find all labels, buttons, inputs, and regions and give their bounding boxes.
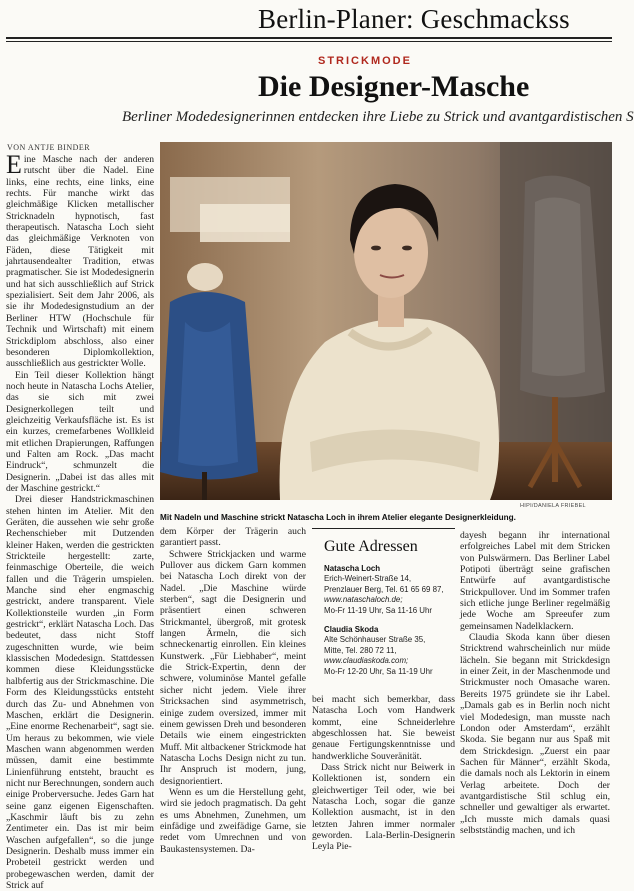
section-title: Berlin-Planer: Geschmackss [258,4,570,34]
paragraph: Eine Masche nach der anderen rutscht über die Nadel. Eine links, eine rechts, eine links, eine rechts. Für manche wirkt das gleichmäßige Klicken metallischer Stricknadeln hypnotisch, fast therapeutisch. Natascha Loch sieht das gleichmäßige Verknoten von Fäden, diese Tätigkeit mit jahrtausendealter Tradition, etwas pragmatischer. Sie ist Modedesignerin und hat sich ausschließlich auf Strick spezialisiert. Seit dem Jahr 2006, als sie ihr Modedesignstudium an der Berliner HTW (Hochschule für Technik und Wirtschaft) mit einem Strickdiplom abschloss, also einer besonderen Diplomkollektion, ausschließlich aus gestrickter Wolle. [6,150,154,370]
article-photo [160,142,612,500]
paragraph: bei macht sich bemerkbar, dass Natascha Loch vom Handwerk kommt, eine Schneiderlehre abgeschlossen hat. Sie beweist genaue Fertigungskenntnisse und handwerkliche Souveränität. [312,694,455,762]
paragraph: Drei dieser Handstrickmaschinen stehen hinten im Atelier. Mit den Geräten, die aussehen wie sehr große Rechenschieber mit Dutzenden kleiner Haken, werden die gestrickten Strickteile hergestellt: zarte, feinmaschige Oberteile, die weich fallen und die Trägerin umspielen. Manche sind eher engmaschig gestrickt, andere transparent. Viele Kollektionsteile wurden „in Form gestrickt“, erklärt Natascha Loch. Das bedeutet, dass nicht Stoff zugeschnitten wurde, wie beim klassischen Modedesign. Stattdessen kommen diese Kleidungsstücke halbfertig aus der Strickmaschine. Die Form des Kleidungsstücks entsteht durch das Zu- und Abnehmen von Maschen, erklärt die Designerin. „Eine enorme Rechenarbeit“, sagt sie. Um heraus zu bekommen, wie viele Maschen wann abgenommen werden müssen, damit eine bestimmte Linienführung entsteht, braucht es nicht nur Berechnungen, sondern auch einige Proberversuche. Jedes Garn hat seine ganz eigenen Eigenschaften. „Kaschmir läuft bis zu zehn Zentimeter ein. Das ist mir beim Waschen aufgefallen“, so die junge Designerin. Deshalb muss immer ein Probeteil gestrickt werden und probegewaschen werden, damit der Strick auf [6,494,154,891]
byline: VON ANTJE BINDER [7,143,91,152]
paragraph: Dass Strick nicht nur Beiwerk in Kollektionen ist, sondern ein gleichwertiger Teil oder, wie bei Natascha Loch, sogar die ganze Kollektion ausmacht, ist in den letzten Jahren immer normaler geworden. Lala-Berlin-Designerin Leyla Pie- [312,762,455,853]
paragraph: Schwere Strickjacken und warme Pullover aus dickem Garn kommen bei Natascha Loch direkt von der Nadel. „Die Maschine würde sterben“, sagt die Designerin und präsentiert einen schweren Strickmantel, übergroß, mit grotesk langen Ärmeln, die sich schneckenartig einrollen. Ein kleines Kunstwerk. „Für Liebhaber“, meint die Strick-Expertin, denn der schwere, voluminöse Mantel gefalle sicher nicht jedem. Viele ihrer Stricksachen sind asymmetrisch, einige zudem oversized, immer mit einem gewissen Dreh und besonderen Details wie einem eingestrickten Muff. Mit altbackener Strickmode hat Natascha Lochs Design nicht zu tun. Ihr Anspruch ist modern, jung, designorientiert. [160,548,306,787]
address-city-phone: Mitte, Tel. 280 72 11, [324,645,397,655]
header-rule [6,37,612,39]
paragraph: dem Körper der Trägerin auch garantiert passt. [160,526,306,549]
article-column-1 [6,150,154,891]
drop-cap: E [6,150,22,179]
address-box [312,528,455,688]
box-rule [312,528,455,529]
article-column-2 [160,526,306,855]
headline: Die Designer-Masche [258,70,530,103]
address-street: Erich-Weinert-Straße 14, [324,574,412,584]
paragraph: dayesh begann ihr international erfolgreiches Label mit dem Stricken von Pulswärmern. Das Berliner Label Potipoti überträgt seine grafischen Entwürfe auf avantgardistische Strickpullover. Und im Sommer trafen sich etliche junge Berliner regelmäßig jede Woche am Spreeufer zum gemeinsamen Nadelklackern. [460,530,610,632]
subheadline: Berliner Modedesignerinnen entdecken ihre Liebe zu Strick und avantgardistischen S [122,109,634,125]
address-hours: Mo-Fr 11-19 Uhr, Sa 11-16 Uhr [324,605,433,615]
article-column-4 [460,530,610,836]
kicker: STRICKMODE [318,55,412,67]
article-column-3 [312,694,455,853]
address-name: Natascha Loch [324,564,381,573]
photo-credit: HIPI/DANIELA FRIEBEL [520,503,586,509]
address-street: Alte Schönhauser Straße 35, [324,635,426,645]
address-website: www.claudiaskoda.com; [324,656,409,666]
address-box-title: Gute Adressen [324,538,418,555]
paragraph: Claudia Skoda kann über diesen Stricktrend wahrscheinlich nur müde lächeln. Sie begann mit Strickdesign in einer Zeit, in der Maschenmode und Strickmuster noch Omasache waren. Bereits 1975 gründete sie ihr Label. „Damals gab es in Berlin noch nicht viel Modedesign, man musste nach London oder Amsterdam“, erzählt Skoda. Sie begann nur aus Spaß mit dem Strickdesign. „Zuerst ein paar Sachen für Männer“, erzählt Skoda, die damals noch als Lektorin in einem Verlag arbeitete. Doch der avantgardistische Stil schlug ein, schneller und gewaltiger als erwartet. „Ich musste mich damals quasi selbstständig machen, und ich [460,632,610,836]
address-entry [324,625,433,677]
paragraph: Ein Teil dieser Kollektion hängt noch heute in Natascha Lochs Atelier, das sie sich mit zwei Designerkollegen teilt und gleichzeitig Verkaufsfläche ist. Es ist ein kurzes, cremefarbenes Wollkleid mit etlichen Drapierungen, Raffungen und Falten am Rock. „Das macht Eindruck“, schmunzelt die Designerin. „Dabei ist das alles mit der Maschine gestrickt.“ [6,369,154,494]
address-website: www.nataschaloch.de; [324,595,403,605]
photo-caption: Mit Nadeln und Maschine strickt Natascha Loch in ihrem Atelier elegante Designerkleidung. [160,513,516,522]
address-name: Claudia Skoda [324,625,379,634]
header-rule-thin [6,41,612,42]
paragraph: Wenn es um die Herstellung geht, wird sie jedoch pragmatisch. Da geht es ums Abnehmen, Zunehmen, um einfädige und zweifädige Garne, sie redet vom Umrechnen und von Baukastensystemen. Da- [160,786,306,855]
address-city-phone: Prenzlauer Berg, Tel. 61 65 69 87, [324,584,444,594]
address-hours: Mo-Fr 12-20 Uhr, Sa 11-19 Uhr [324,666,433,676]
address-entry [324,564,444,616]
